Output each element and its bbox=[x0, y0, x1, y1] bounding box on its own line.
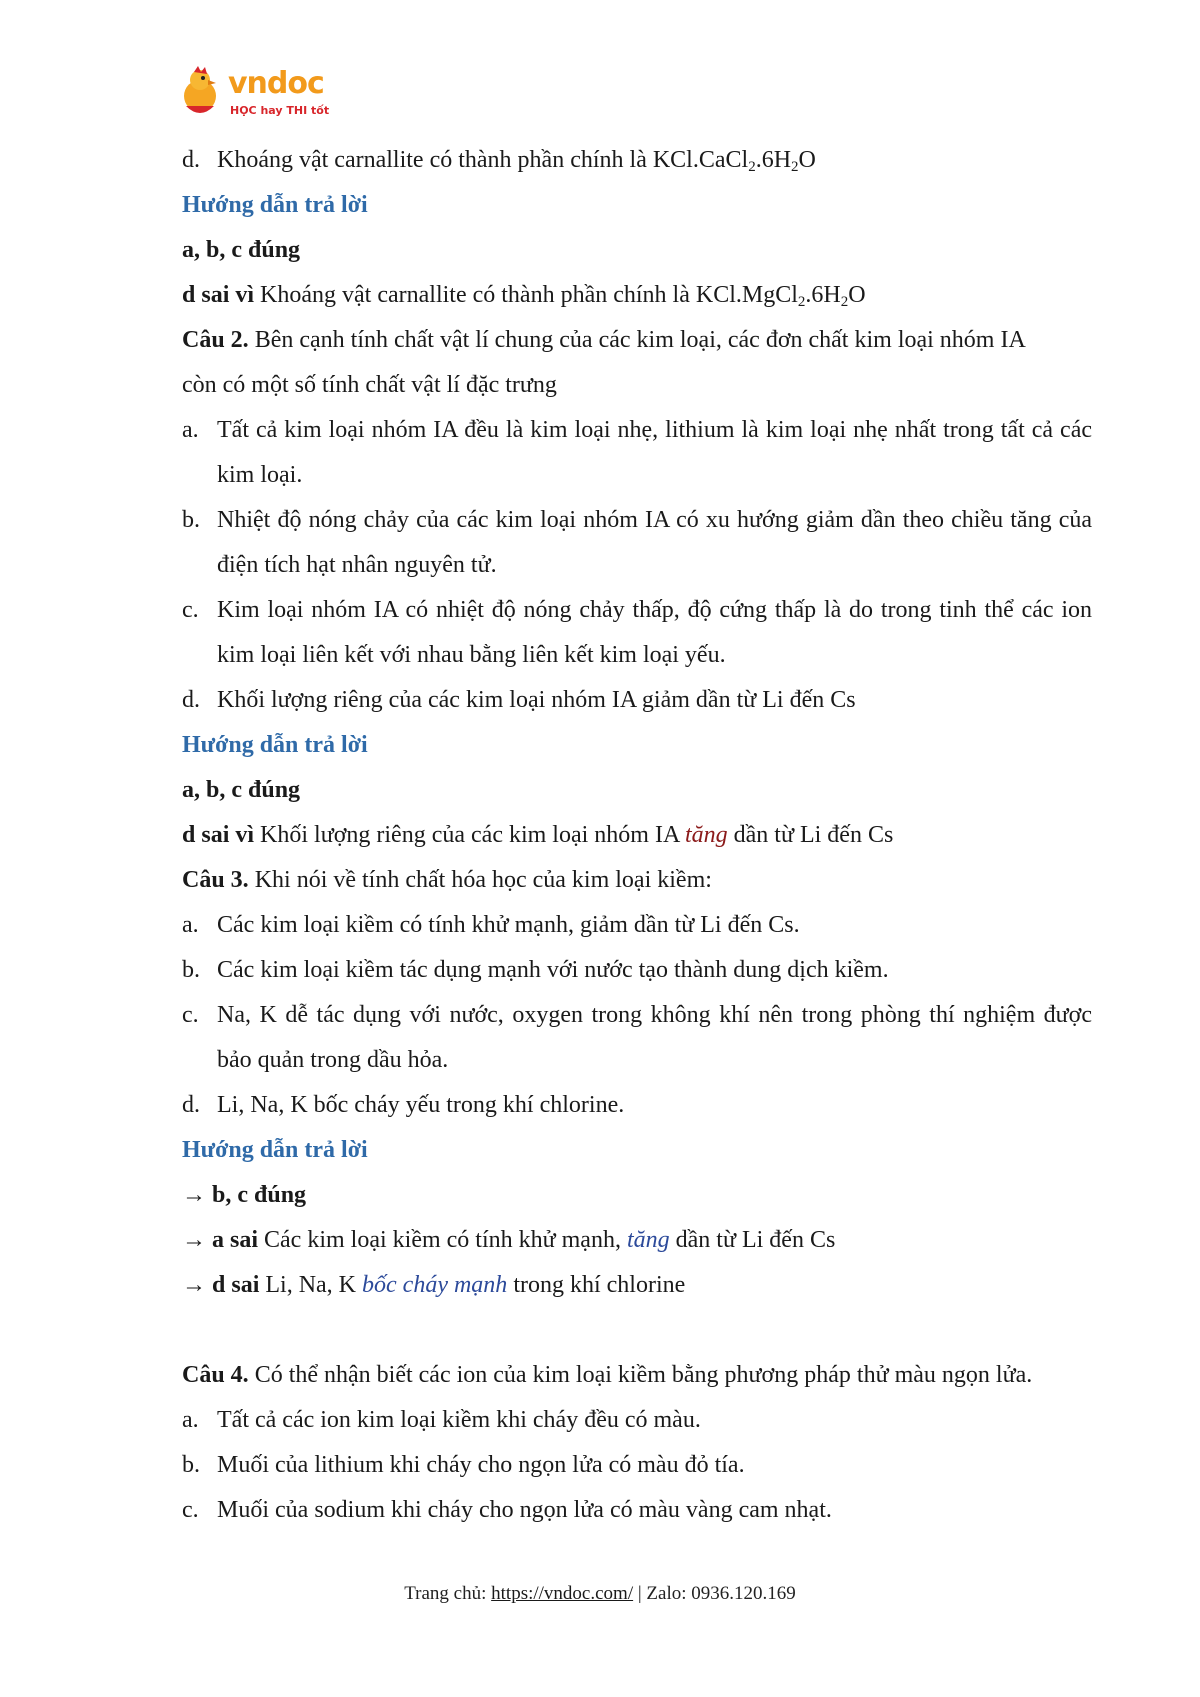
option-label: a. bbox=[182, 912, 199, 938]
q1-correct-answer: a, b, c đúng bbox=[182, 237, 301, 263]
footer-home-link[interactable]: https://vndoc.com/ bbox=[491, 1583, 634, 1604]
option-text: Nhiệt độ nóng chảy của các kim loại nhóm IA có xu hướng giảm dần theo chiều tăng của điện tích hạt nhân nguyên tử. bbox=[217, 507, 1092, 578]
option-label: c. bbox=[182, 1497, 199, 1523]
q2-stem: Câu 2. Bên cạnh tính chất vật lí chung của các kim loại, các đơn chất kim loại nhóm IA bbox=[182, 327, 1026, 353]
q3-option-d bbox=[182, 1083, 1092, 1128]
option-text: Khối lượng riêng của các kim loại nhóm IA giảm dần từ Li đến Cs bbox=[217, 687, 856, 713]
option-label: b. bbox=[182, 507, 200, 533]
q2-option-c bbox=[182, 588, 1092, 678]
option-label: d. bbox=[182, 147, 200, 173]
q4-option-b bbox=[182, 1443, 1092, 1488]
q2-correct-answer: a, b, c đúng bbox=[182, 777, 301, 803]
option-label: d. bbox=[182, 687, 200, 713]
q3-answer-guide-heading: Hướng dẫn trả lời bbox=[182, 1137, 368, 1163]
q3-stem: Câu 3. Khi nói về tính chất hóa học của kim loại kiềm: bbox=[182, 867, 712, 893]
option-text: Muối của lithium khi cháy cho ngọn lửa có màu đỏ tía. bbox=[217, 1452, 745, 1478]
q2-option-b bbox=[182, 498, 1092, 588]
option-text: Kim loại nhóm IA có nhiệt độ nóng chảy thấp, độ cứng thấp là do trong tinh thể các ion kim loại liên kết với nhau bằng liên kết kim loại yếu. bbox=[217, 597, 1092, 668]
option-text: Na, K dễ tác dụng với nước, oxygen trong không khí nên trong phòng thí nghiệm được bảo quản trong dầu hỏa. bbox=[217, 1002, 1092, 1073]
spacer bbox=[182, 1308, 1092, 1353]
option-label: c. bbox=[182, 597, 199, 623]
option-label: b. bbox=[182, 1452, 200, 1478]
q4-option-c bbox=[182, 1488, 1092, 1533]
q3-option-a bbox=[182, 903, 1092, 948]
q3-answer-d-explanation: → d sai Li, Na, K bốc cháy mạnh trong khí chlorine bbox=[182, 1272, 686, 1298]
q1-answer-d-explanation: d sai vì Khoáng vật carnallite có thành phần chính là $KCl.MgCl_2.6H_2O$ bbox=[182, 282, 866, 310]
option-text: Khoáng vật carnallite có thành phần chính là $KCl.CaCl_2.6H_2O$ bbox=[217, 147, 816, 175]
option-text: Các kim loại kiềm có tính khử mạnh, giảm dần từ Li đến Cs. bbox=[217, 912, 800, 938]
vndoc-logo[interactable] bbox=[178, 66, 358, 126]
option-label: a. bbox=[182, 417, 199, 443]
q2-answer-guide-heading: Hướng dẫn trả lời bbox=[182, 732, 368, 758]
q3-option-c bbox=[182, 993, 1092, 1083]
option-label: c. bbox=[182, 1002, 199, 1028]
q2-stem-cont: còn có một số tính chất vật lí đặc trưng bbox=[182, 372, 557, 398]
option-text: Các kim loại kiềm tác dụng mạnh với nước tạo thành dung dịch kiềm. bbox=[217, 957, 889, 983]
q1-answer-guide-heading: Hướng dẫn trả lời bbox=[182, 192, 368, 218]
question-label: Câu 4. bbox=[182, 1362, 249, 1388]
question-label: Câu 3. bbox=[182, 867, 249, 893]
footer-prefix: Trang chủ: bbox=[404, 1583, 492, 1604]
page-footer bbox=[0, 1583, 1200, 1605]
option-text: Muối của sodium khi cháy cho ngọn lửa có màu vàng cam nhạt. bbox=[217, 1497, 832, 1523]
q3-option-b bbox=[182, 948, 1092, 993]
q3-correct-answer: → b, c đúng bbox=[182, 1182, 307, 1208]
rooster-mascot-icon bbox=[178, 66, 226, 118]
q2-option-d bbox=[182, 678, 1092, 723]
option-label: b. bbox=[182, 957, 200, 983]
logo-tagline: HỌC hay THI tốt bbox=[230, 104, 330, 117]
q2-answer-d-explanation: d sai vì Khối lượng riêng của các kim loại nhóm IA tăng dần từ Li đến Cs bbox=[182, 822, 894, 848]
footer-contact: | Zalo: 0936.120.169 bbox=[633, 1583, 796, 1604]
option-text: Tất cả các ion kim loại kiềm khi cháy đều có màu. bbox=[217, 1407, 701, 1433]
option-label: d. bbox=[182, 1092, 200, 1118]
main-content bbox=[182, 138, 1092, 1533]
q4-stem: Câu 4. Có thể nhận biết các ion của kim loại kiềm bằng phương pháp thử màu ngọn lửa. bbox=[182, 1362, 1033, 1388]
q4-option-a bbox=[182, 1398, 1092, 1443]
question-label: Câu 2. bbox=[182, 327, 249, 353]
q2-option-a bbox=[182, 408, 1092, 498]
logo-brand: vndoc bbox=[228, 66, 324, 101]
option-text: Li, Na, K bốc cháy yếu trong khí chlorine. bbox=[217, 1092, 625, 1118]
q3-answer-a-explanation: → a sai Các kim loại kiềm có tính khử mạnh, tăng dần từ Li đến Cs bbox=[182, 1227, 836, 1253]
option-text: Tất cả kim loại nhóm IA đều là kim loại nhẹ, lithium là kim loại nhẹ nhất trong tất cả các kim loại. bbox=[217, 417, 1092, 488]
option-label: a. bbox=[182, 1407, 199, 1433]
q1-option-d bbox=[182, 138, 1092, 183]
